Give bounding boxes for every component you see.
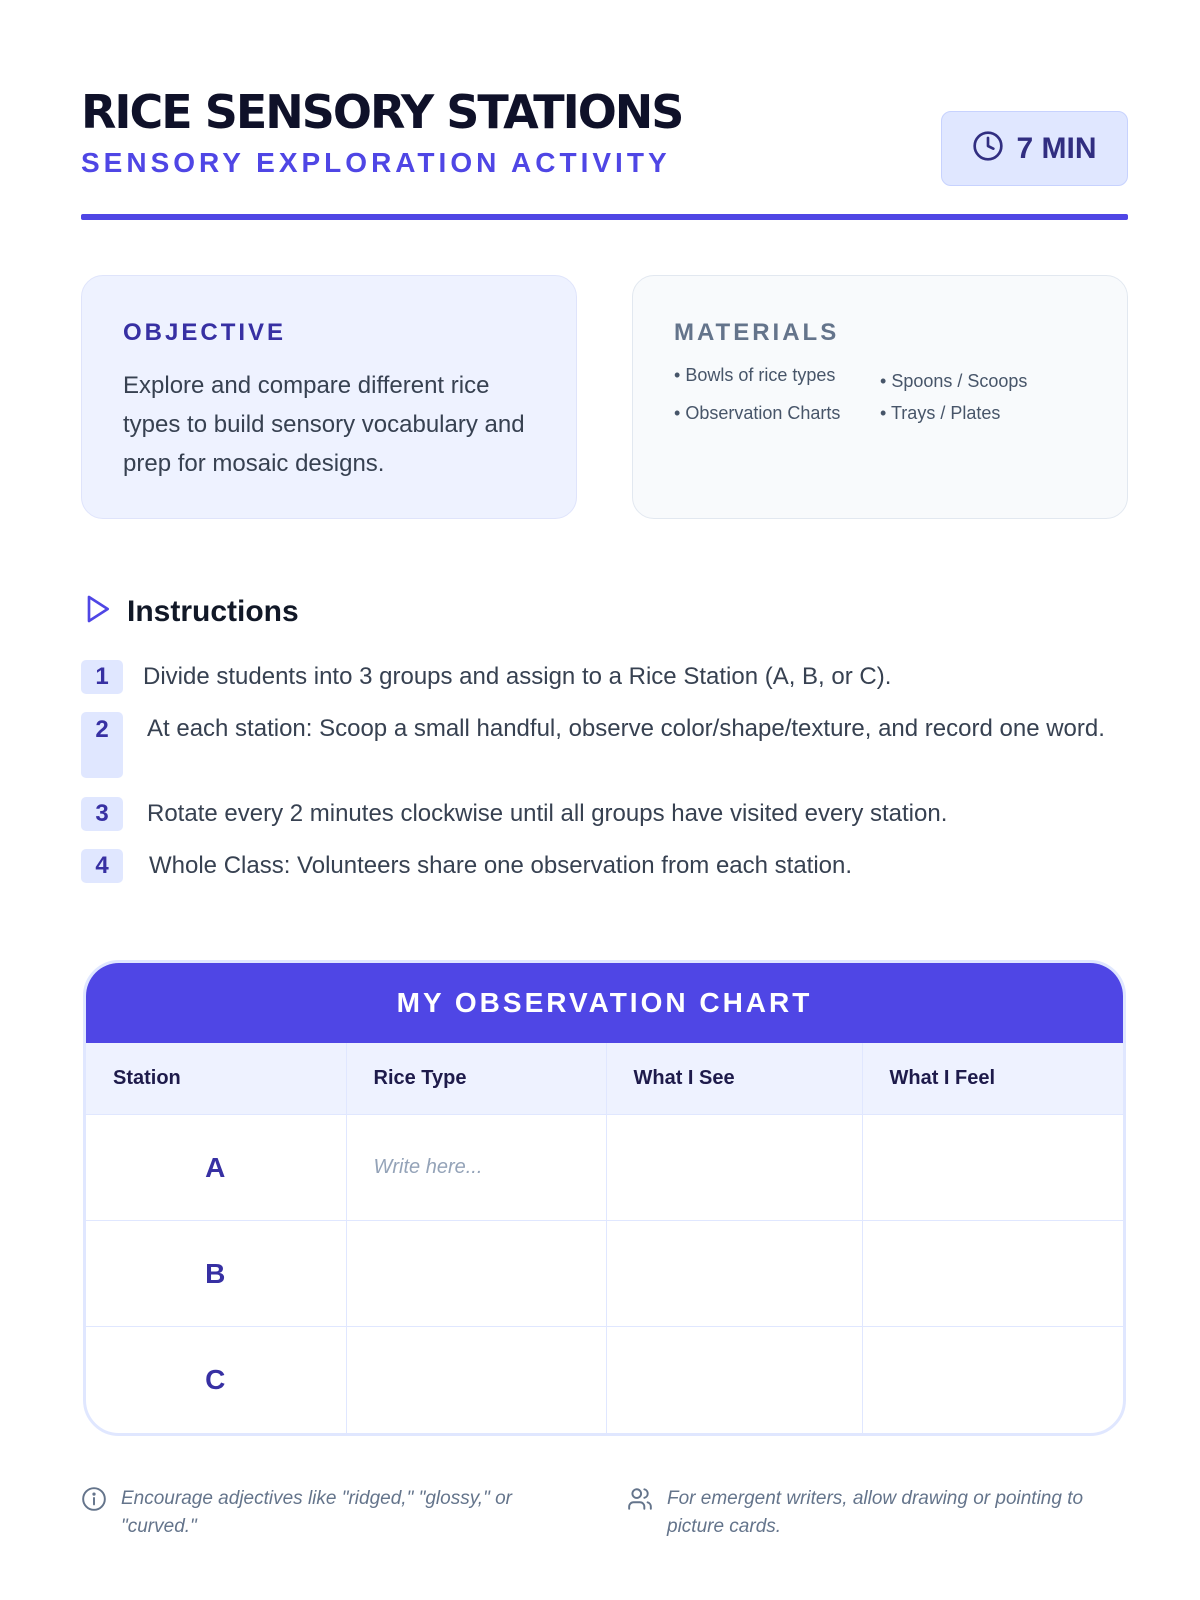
duration-badge xyxy=(941,111,1128,186)
station-label: B xyxy=(86,1221,346,1327)
rice-type-cell[interactable] xyxy=(346,1327,606,1433)
observation-table xyxy=(86,1043,1123,1433)
materials-item: • Trays / Plates xyxy=(880,402,1080,424)
write-here-placeholder: Write here... xyxy=(373,1156,483,1178)
what-i-see-cell[interactable] xyxy=(606,1327,862,1433)
what-i-see-cell[interactable] xyxy=(606,1221,862,1327)
duration-label: 7 MIN xyxy=(1016,131,1097,165)
instruction-step xyxy=(81,712,1107,778)
materials-item: • Bowls of rice types xyxy=(674,364,880,392)
info-icon xyxy=(81,1485,107,1517)
materials-list xyxy=(674,364,1087,424)
clock-icon xyxy=(972,130,1004,167)
station-label: C xyxy=(86,1327,346,1433)
column-header-what-i-see: What I See xyxy=(606,1043,862,1115)
step-number: 4 xyxy=(81,849,123,883)
objective-heading: OBJECTIVE xyxy=(123,319,287,346)
column-header-what-i-feel: What I Feel xyxy=(862,1043,1123,1115)
table-row xyxy=(86,1327,1123,1433)
what-i-feel-cell[interactable] xyxy=(862,1115,1123,1221)
note-text: Encourage adjectives like "ridged," "glossy," or "curved." xyxy=(121,1488,512,1537)
what-i-see-cell[interactable] xyxy=(606,1115,862,1221)
note-text: For emergent writers, allow drawing or pointing to picture cards. xyxy=(667,1488,1084,1537)
step-number: 1 xyxy=(81,660,123,694)
header-divider xyxy=(81,214,1128,220)
table-header-row xyxy=(86,1043,1123,1115)
step-text: Whole Class: Volunteers share one observation from each station. xyxy=(149,852,853,879)
materials-heading: MATERIALS xyxy=(674,319,840,346)
step-number: 2 xyxy=(81,712,123,778)
what-i-feel-cell[interactable] xyxy=(862,1221,1123,1327)
column-header-station: Station xyxy=(86,1043,346,1115)
materials-item: • Observation Charts xyxy=(674,402,880,424)
observation-chart xyxy=(83,960,1126,1436)
play-icon xyxy=(81,593,113,630)
step-text: At each station: Scoop a small handful, observe color/shape/texture, and record one word. xyxy=(147,715,1105,742)
note-right xyxy=(627,1485,1097,1541)
instructions-title: Instructions xyxy=(127,594,299,628)
station-label: A xyxy=(86,1115,346,1221)
rice-type-cell[interactable] xyxy=(346,1221,606,1327)
step-text: Rotate every 2 minutes clockwise until all groups have visited every station. xyxy=(147,800,948,827)
what-i-feel-cell[interactable] xyxy=(862,1327,1123,1433)
instructions-heading xyxy=(81,593,299,630)
instruction-step xyxy=(81,660,1103,694)
table-row xyxy=(86,1115,1123,1221)
page-subtitle: SENSORY EXPLORATION ACTIVITY xyxy=(81,147,671,178)
materials-item: • Spoons / Scoops xyxy=(880,370,1080,392)
chart-title: MY OBSERVATION CHART xyxy=(86,963,1123,1043)
column-header-rice-type: Rice Type xyxy=(346,1043,606,1115)
instruction-step xyxy=(81,849,1109,883)
note-left xyxy=(81,1485,551,1541)
objective-card xyxy=(81,275,577,519)
page-title: RICE SENSORY STATIONS xyxy=(81,85,683,139)
step-number: 3 xyxy=(81,797,123,831)
users-icon xyxy=(627,1485,653,1517)
rice-type-cell[interactable] xyxy=(346,1115,606,1221)
objective-text: Explore and compare different rice types to build sensory vocabulary and prep for mosaic designs. xyxy=(123,372,525,477)
worksheet-page xyxy=(81,0,1128,1600)
table-row xyxy=(86,1221,1123,1327)
instruction-step xyxy=(81,797,1107,831)
step-text: Divide students into 3 groups and assign to a Rice Station (A, B, or C). xyxy=(143,663,892,690)
materials-card xyxy=(632,275,1128,519)
